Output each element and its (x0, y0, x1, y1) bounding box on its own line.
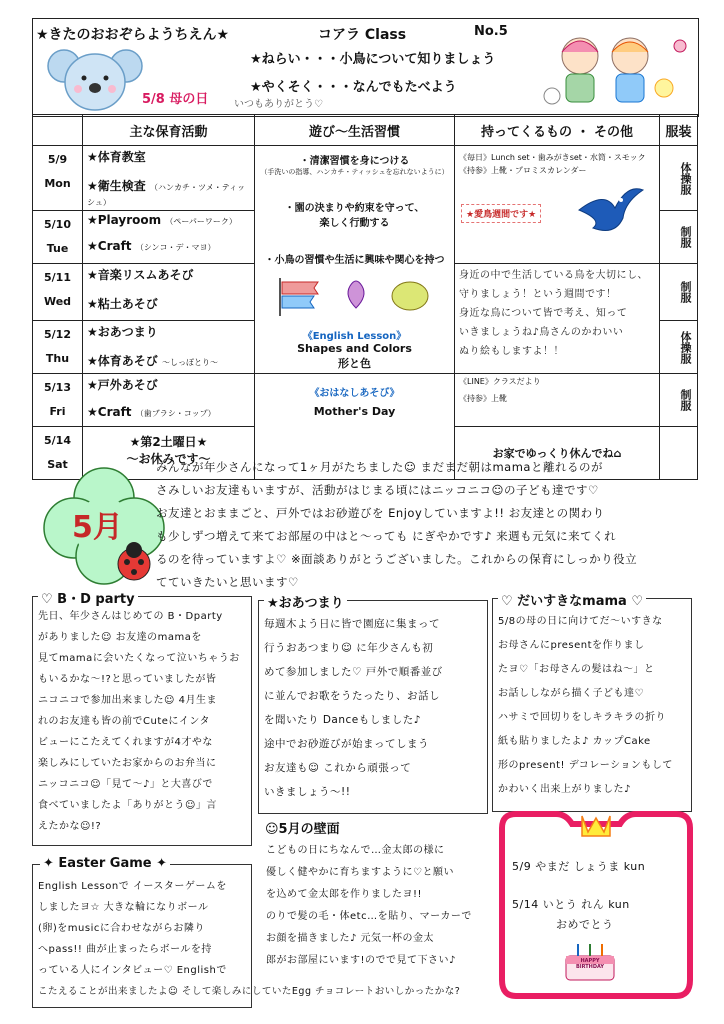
weekday: Sat (47, 458, 68, 471)
activity-cell (83, 146, 255, 211)
oatsumari-line: めて参加しました♡ 戸外で順番並び (264, 666, 443, 678)
date: 5/11 (44, 271, 71, 284)
bd-line: もいるかな～!?と思っていましたが皆 (38, 674, 217, 685)
oatsumari-text (264, 612, 484, 804)
mama-line: お母さんにpresentを作りまし (498, 640, 645, 651)
easter-line: こたえることが出来ましたよ☺ そして楽しみにしていたEgg チョコレートおいしかったかな? (38, 986, 461, 997)
weekend-cell: お家でゆっくり休んでね⌂ (455, 427, 660, 480)
bd-line: ニコニコで参加出来ました☺ 4月生ま (38, 695, 217, 706)
clothes-cell: 体操服 (660, 146, 698, 211)
class-name: コアラ Class (318, 27, 407, 43)
date: 5/14 (44, 434, 71, 447)
table-header-row (33, 115, 698, 146)
mama-line: 形のpresent! デコレーションもして (498, 760, 673, 771)
mama-line: 紙も貼りましたよ♪ カップCake (498, 736, 651, 747)
bd-line: 楽しみにしていたお家からのお弁当に (38, 758, 217, 769)
may-line: るのを待っていますよ♡ ※面談ありがとうございました。これからの保育にしっかり役立 (156, 552, 638, 566)
bd-line: れのお友達も皆の前でCuteにインタ (38, 716, 210, 727)
promise-text: ★やくそく・・・なんでもたべよう (250, 80, 457, 95)
english-line-1: Shapes and Colors (297, 342, 412, 355)
mama-line: たヨ♡「お母さんの髪はね～」と (498, 664, 655, 675)
wall-line: 優しく健やかに育ちますように♡と願い (266, 867, 454, 878)
note-line: 身近な鳥について皆で考え、知って (459, 308, 628, 319)
activity: ★体育教室 (87, 150, 146, 164)
activity-note: （歯ブラシ・コップ） (135, 409, 216, 418)
clothes-cell: 制服 (660, 374, 698, 427)
oatsumari-title: ★おあつまり (264, 592, 347, 611)
birthday-line: おめでとう (556, 918, 614, 931)
wall-line: のりで髪の毛・体etc…を貼り、マーカーで (266, 911, 472, 922)
bd-line: 食べていましたよ「ありがとう☺」言 (38, 800, 217, 811)
activity-label: ★Craft (87, 405, 132, 419)
english-line-2: 形と色 (338, 357, 371, 370)
bd-line: ニッコニコ☺「見て～♪」と大喜びで (38, 779, 213, 790)
weekday: Fri (49, 405, 66, 418)
easter-title: ✦ Easter Game ✦ (40, 856, 170, 871)
may-line: てていきたいと思います♡ (156, 575, 299, 589)
clothes-cell: 制服 (660, 211, 698, 264)
story-title: 《おはなしあそび》 (309, 388, 400, 399)
activity-note: ～しっぽとり～ (161, 358, 218, 367)
activity: ★粘土あそび (87, 297, 158, 311)
table-row (33, 146, 698, 211)
weekday: Wed (43, 295, 72, 308)
activity-label: ★体育あそび (87, 354, 158, 368)
activity-cell (83, 211, 255, 264)
birthday-line: 5/14 いとう れん kun (512, 898, 630, 911)
column-header: 遊び～生活習慣 (255, 115, 455, 146)
activity-cell (83, 264, 255, 321)
weekday: Mon (44, 177, 71, 190)
school-name: ★きたのおおぞらようちえん★ (36, 27, 230, 43)
bd-line: 見てmamaに会いたくなって泣いちゃうお (38, 653, 240, 664)
bring-1: 《毎日》Lunch set・歯みがきset・水筒・スモック (459, 153, 646, 162)
oatsumari-line: を聞いたり Danceもしました♪ (264, 714, 421, 726)
table-row (33, 374, 698, 427)
bd-party-title: ♡ B・D party (38, 588, 138, 607)
column-header: 服装 (660, 115, 698, 146)
mama-line: ハサミで回切りをしキラキラの折り (498, 712, 666, 723)
bring-2: 《持参》上靴・プロミスカレンダー (459, 166, 587, 175)
mama-line: お話ししながら描く子ども達♡ (498, 688, 644, 699)
easter-line: (卵)をmusicに合わせながらお隣り (38, 923, 205, 934)
activity (87, 405, 250, 419)
activity: ～お休みです～ (126, 452, 211, 466)
easter-line: へpass!! 曲が止まったらボールを持 (38, 944, 212, 955)
activity (87, 352, 250, 369)
mothers-day-label: 5/8 母の日 (142, 92, 209, 107)
activity (87, 177, 250, 208)
oatsumari-line: 毎週木よう日に皆で園庭に集まって (264, 618, 440, 630)
habit-2b: 楽しく行動する (319, 218, 390, 229)
date-header (33, 115, 83, 146)
bd-line: ビューにこたえてくれますが4才やな (38, 737, 213, 748)
wall-line: を込めて金太郎を作りましたヨ!! (266, 889, 423, 900)
note-line: 守りましょう！という週間です！ (459, 289, 617, 300)
easter-line: しましたヨ☆ 大きな輪になりボール (38, 902, 209, 913)
activity-note: （シンコ・デ・マヨ） (135, 243, 216, 252)
habit-3: ・小鳥の習慣や生活に興味や関心を持つ (264, 255, 445, 266)
date-cell (33, 146, 83, 211)
cake-text: HAPPY BIRTHDAY (575, 958, 605, 970)
activity-note: （ハンカチ・ツメ・ティッシュ） (87, 183, 246, 207)
activity: ★音楽リスムあそび (87, 268, 194, 282)
wall-line: お顔を描きました♪ 元気一杯の金太 (266, 933, 435, 944)
activity (87, 239, 250, 253)
weekday: Thu (45, 352, 70, 365)
aim-text: ★ねらい・・・小鳥について知りましょう (250, 52, 496, 67)
activity-cell (83, 374, 255, 427)
bird-week-note (455, 264, 660, 374)
date: 5/12 (44, 328, 71, 341)
bd-line: えたかな☺!? (38, 821, 102, 832)
thanks-text: いつもありがとう♡ (234, 99, 323, 110)
activity-cell (83, 321, 255, 374)
date-cell (33, 374, 83, 427)
clothes-cell: 制服 (660, 264, 698, 321)
ladybug-icon (112, 540, 156, 584)
may-line: お友達とおままごと、戸外ではお砂遊びを Enjoyしていますよ!! お友達との関わり (156, 506, 605, 520)
koala-illustration (50, 44, 140, 114)
activity: ★戸外あそび (87, 378, 158, 392)
schedule-table (32, 114, 698, 480)
oatsumari-line: お友達も☺ これから頑張って (264, 762, 412, 774)
oatsumari-line: 途中でお砂遊びが始まってしまう (264, 738, 429, 750)
habit-1-note: （手洗いの指導、ハンカチ・ティッシュを忘れないように） (260, 168, 449, 176)
date-cell (33, 211, 83, 264)
note-line: 身近の中で生活している鳥を大切にし、 (459, 270, 648, 281)
weekday: Tue (46, 242, 69, 255)
habit-2: ・園の決まりや約束を守って、 (284, 203, 425, 214)
column-header: 持ってくるもの ・ その他 (455, 115, 660, 146)
play-habits-cell (255, 146, 455, 374)
carp-streamer-illustration (270, 274, 440, 318)
issue-number: No.5 (474, 24, 508, 39)
easter-line: English Lessonで イースターゲームを (38, 881, 227, 892)
may-message (156, 456, 696, 594)
bd-line: がありました☺ お友達のmamaを (38, 632, 202, 643)
easter-line: っている人にインタビュー♡ Englishで (38, 965, 227, 976)
bring-4: 《持参》上靴 (459, 394, 507, 403)
oatsumari-line: 行うおあつまり☺ に年少さんも初 (264, 642, 434, 654)
date: 5/13 (44, 381, 71, 394)
mama-text (498, 610, 690, 802)
may-line: も少しずつ増えて来てお部屋の中はと～っても にぎやかです♪ 来週も元気に来てくれ (156, 529, 617, 543)
date: 5/10 (44, 218, 71, 231)
may-line: みんなが年少さんになって1ヶ月がたちました☺ まだまだ朝はmamaと離れるのが (156, 460, 603, 474)
swallow-bird-icon (575, 180, 645, 240)
date-cell (33, 321, 83, 374)
story-line: Mother's Day (313, 405, 396, 418)
bring-cell (455, 374, 660, 427)
bd-party-text (38, 606, 250, 837)
clothes-cell: 体操服 (660, 321, 698, 374)
may-label: 5月 (72, 510, 123, 545)
mama-line: 5/8の母の日に向けてだ～いすきな (498, 616, 663, 627)
wall-title: ☺5月の壁面 (262, 818, 343, 837)
bd-line: 先日、年少さんはじめての B・Dparty (38, 611, 223, 622)
bring-cell (455, 146, 660, 264)
column-header: 主な保育活動 (83, 115, 255, 146)
english-title: 《English Lesson》 (302, 331, 407, 342)
bring-3: 《LINE》クラスだより (459, 377, 541, 386)
note-line: ぬり絵もしますよ！！ (459, 346, 564, 357)
date: 5/9 (47, 153, 68, 166)
activity (87, 213, 250, 227)
children-illustration (540, 26, 690, 112)
activity: ★第2土曜日★ (129, 435, 208, 449)
activity-label: ★Craft (87, 239, 132, 253)
activity-label: ★Playroom (87, 213, 162, 227)
wall-line: 郎がお部屋にいます!のでで見て下さい♪ (266, 955, 456, 966)
mama-title: ♡ だいすきなmama ♡ (498, 590, 646, 609)
activity: ★おあつまり (87, 325, 158, 339)
may-line: さみしいお友達もいますが、活動がはじまる頃にはニッコニコ☺の子ども達です♡ (156, 483, 599, 497)
activity-label: ★衛生検査 (87, 179, 146, 193)
oatsumari-line: いきましょう～!! (264, 786, 351, 798)
oatsumari-line: に並んでお歌をうたったり、お話し (264, 690, 440, 702)
activity-note: （ペーパーワーク） (165, 217, 237, 226)
wall-line: こどもの日にちなんで…金太郎の様に (266, 845, 445, 856)
birthday-line: 5/9 やまだ しょうま kun (512, 860, 646, 873)
wall-text (266, 840, 492, 972)
date-cell (33, 264, 83, 321)
bird-week-badge: ★愛鳥週間です★ (461, 204, 541, 223)
note-line: いきましょうね♪鳥さんのかわいい (459, 327, 624, 338)
habit-1: ・清潔習慣を身につける (299, 156, 410, 167)
mama-line: かわいく出来上がりました♪ (498, 784, 631, 795)
